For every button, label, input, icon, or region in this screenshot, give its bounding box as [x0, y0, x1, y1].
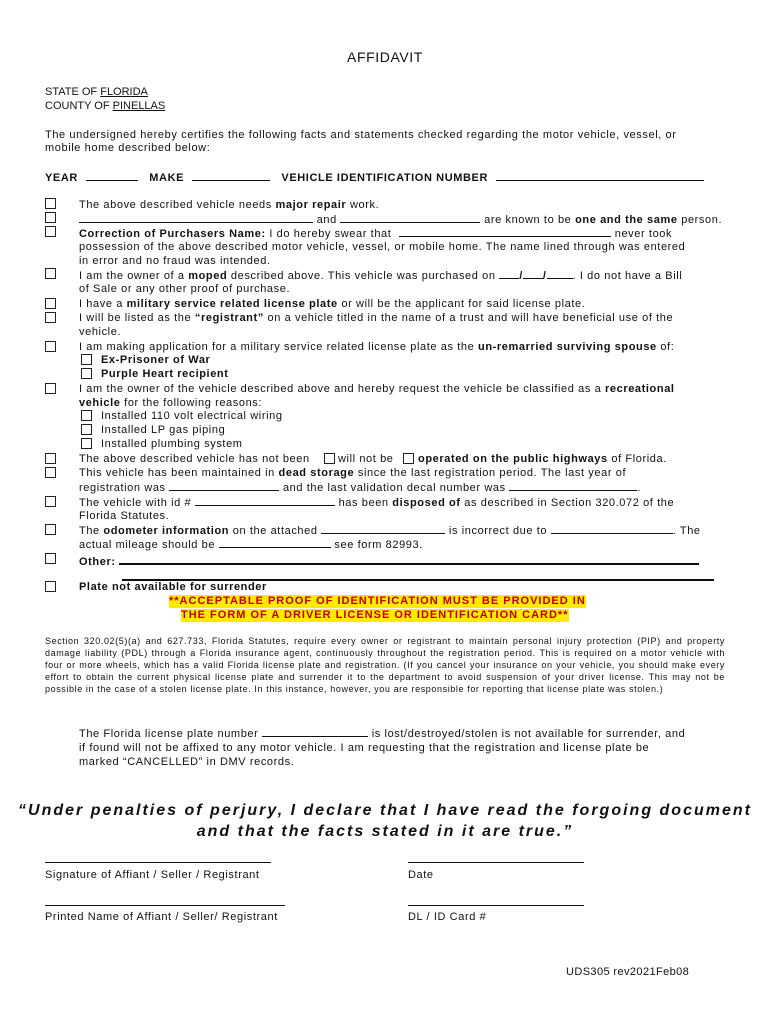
item-public-highways-end: operated on the public highways of Florida.	[418, 453, 667, 465]
last-registration-year-field[interactable]	[169, 481, 279, 491]
perjury-declaration-line-2: and that the facts stated in it are true.”	[196, 823, 574, 840]
item-odometer-line-2: actual mileage should be see form 82993.	[79, 539, 423, 551]
item-same-person: and are known to be one and the same person.	[79, 213, 722, 226]
signature-line[interactable]	[45, 862, 271, 863]
id-notice-line-1: **ACCEPTABLE PROOF OF IDENTIFICATION MUST BE PROVIDED IN	[169, 595, 586, 607]
option-plumbing: Installed plumbing system	[101, 438, 243, 450]
checkbox-plumbing[interactable]	[81, 438, 92, 449]
item-purchasers-line-2: possession of the above described motor vehicle, vessel, or mobile home. The name lined through was entered	[79, 241, 686, 253]
checkbox-surviving-spouse[interactable]	[45, 341, 56, 352]
id-notice-line-2: THE FORM OF A DRIVER LICENSE OR IDENTIFICATION CARD**	[181, 609, 569, 621]
item-other: Other:	[79, 553, 699, 568]
date-line[interactable]	[408, 862, 584, 863]
dl-id-label: DL / ID Card #	[408, 911, 487, 923]
vin-label: VEHICLE IDENTIFICATION NUMBER	[281, 172, 489, 184]
checkbox-public-highways[interactable]	[45, 453, 56, 464]
item-moped-line-1: I am the owner of a moped described above. This vehicle was purchased on / / . I do not have a Bill	[79, 270, 683, 282]
item-recreational-line-2: vehicle for the following reasons:	[79, 397, 263, 409]
checkbox-other[interactable]	[45, 553, 56, 564]
item-disposed-line-1: The vehicle with id # has been disposed of as described in Section 320.072 of the	[79, 497, 675, 509]
decal-number-field[interactable]	[509, 481, 637, 491]
item-public-highways: The above described vehicle has not been	[79, 453, 310, 465]
checkbox-disposed[interactable]	[45, 496, 56, 507]
dl-id-line[interactable]	[408, 905, 584, 906]
county-label: COUNTY OF	[45, 100, 113, 112]
person-2-field[interactable]	[340, 213, 480, 223]
item-moped-line-2: of Sale or any other proof of purchase.	[79, 283, 291, 295]
checkbox-electrical-wiring[interactable]	[81, 410, 92, 421]
person-1-field[interactable]	[79, 213, 313, 223]
plate-paragraph-line-2: if found will not be affixed to any motor vehicle. I am requesting that the registration and license plate be	[79, 742, 650, 754]
checkbox-ex-prisoner-of-war[interactable]	[81, 354, 92, 365]
purchaser-name-field[interactable]	[399, 227, 611, 237]
actual-mileage-field[interactable]	[219, 538, 331, 548]
option-electrical-wiring: Installed 110 volt electrical wiring	[101, 410, 283, 422]
other-field-line-1[interactable]	[119, 553, 699, 565]
document-title: AFFIDAVIT	[347, 49, 423, 65]
item-purchasers-line-1: Correction of Purchasers Name: I do hereby swear that never took	[79, 228, 673, 240]
year-field[interactable]	[86, 171, 138, 181]
perjury-declaration-line-1: “Under penalties of perjury, I declare that I have read the forgoing document	[18, 802, 752, 819]
checkbox-moped[interactable]	[45, 268, 56, 279]
item-odometer-line-1: The odometer information on the attached is incorrect due to . The	[79, 525, 701, 537]
item-registrant-line-1: I will be listed as the “registrant” on a vehicle titled in the name of a trust and will have beneficial use of the	[79, 312, 674, 324]
item-military-plate: I have a military service related license plate or will be the applicant for said license plate.	[79, 298, 586, 310]
checkbox-recreational[interactable]	[45, 383, 56, 394]
checkbox-major-repair[interactable]	[45, 198, 56, 209]
item-disposed-line-2: Florida Statutes.	[79, 510, 170, 522]
odometer-reason-field[interactable]	[551, 524, 673, 534]
item-major-repair: The above described vehicle needs major repair work.	[79, 199, 380, 211]
checkbox-plate-not-available[interactable]	[45, 581, 56, 592]
county-value: PINELLAS	[112, 100, 166, 112]
checkbox-same-person[interactable]	[45, 212, 56, 223]
vehicle-header-row	[45, 171, 704, 184]
purchase-year-field[interactable]	[547, 269, 573, 279]
county-line	[45, 100, 165, 112]
checkbox-will-not-be[interactable]	[403, 453, 414, 464]
state-value: FLORIDA	[100, 86, 148, 98]
state-label: STATE OF	[45, 86, 101, 98]
item-recreational-line-1: I am the owner of the vehicle described above and hereby request the vehicle be classified as a recreational	[79, 383, 675, 395]
purchase-day-field[interactable]	[523, 269, 543, 279]
disposed-id-field[interactable]	[195, 496, 335, 506]
checkbox-lp-gas[interactable]	[81, 424, 92, 435]
plate-paragraph-line-1: The Florida license plate number is lost/destroyed/stolen is not available for surrender, and	[79, 728, 686, 740]
checkbox-dead-storage[interactable]	[45, 467, 56, 478]
checkbox-purchasers-name[interactable]	[45, 226, 56, 237]
intro-line-1: The undersigned hereby certifies the following facts and statements checked regarding the motor vehicle, vessel, or	[45, 129, 677, 141]
option-purple-heart: Purple Heart recipient	[101, 368, 229, 380]
year-label: YEAR	[45, 172, 78, 184]
printed-name-line[interactable]	[45, 905, 285, 906]
make-label: MAKE	[149, 172, 185, 184]
item-plate-not-available: Plate not available for surrender	[79, 581, 267, 593]
state-line	[45, 86, 148, 98]
form-id: UDS305 rev2021Feb08	[566, 966, 690, 978]
checkbox-has-not-been[interactable]	[324, 453, 335, 464]
item-dead-storage-line-2: registration was and the last validation decal number was .	[79, 482, 641, 494]
checkbox-military-plate[interactable]	[45, 298, 56, 309]
odometer-document-field[interactable]	[321, 524, 445, 534]
purchase-month-field[interactable]	[499, 269, 519, 279]
insurance-legal-notice: Section 320.02(5)(a) and 627.733, Florida Statutes, require every owner or registrant to maintain personal injury protection (PIP) and property damage liability (PDL) through a Florida insurance agent, continuously throughout the registration period. This is required on a motor vehicle with four or more wheels, which has a valid Florida license plate and registration. (If you cancel your insurance on your vehicle, you should make every effort to obtain the current physical license plate and surrender it to the department to avoid suspension of your driver license. This may not be possible in the case of a stolen license plate. In this instance, however, you are responsible for reporting that license plate was stolen.)	[45, 636, 725, 694]
plate-paragraph-line-3: marked “CANCELLED” in DMV records.	[79, 756, 295, 768]
item-registrant-line-2: vehicle.	[79, 326, 122, 338]
checkbox-odometer[interactable]	[45, 524, 56, 535]
vin-field[interactable]	[496, 171, 704, 181]
item-surviving-spouse: I am making application for a military service related license plate as the un-remarried surviving spouse of:	[79, 341, 675, 353]
item-dead-storage-line-1: This vehicle has been maintained in dead storage since the last registration period. The last year of	[79, 467, 627, 479]
option-ex-prisoner-of-war: Ex-Prisoner of War	[101, 354, 211, 366]
signature-label: Signature of Affiant / Seller / Registrant	[45, 869, 260, 881]
item-purchasers-line-3: in error and no fraud was intended.	[79, 255, 271, 267]
make-field[interactable]	[192, 171, 270, 181]
printed-name-label: Printed Name of Affiant / Seller/ Registrant	[45, 911, 278, 923]
option-lp-gas: Installed LP gas piping	[101, 424, 226, 436]
checkbox-purple-heart[interactable]	[81, 368, 92, 379]
checkbox-registrant[interactable]	[45, 312, 56, 323]
date-label: Date	[408, 869, 434, 881]
intro-line-2: mobile home described below:	[45, 142, 211, 154]
license-plate-number-field[interactable]	[262, 727, 368, 737]
item-public-highways-cont: will not be	[338, 453, 394, 465]
